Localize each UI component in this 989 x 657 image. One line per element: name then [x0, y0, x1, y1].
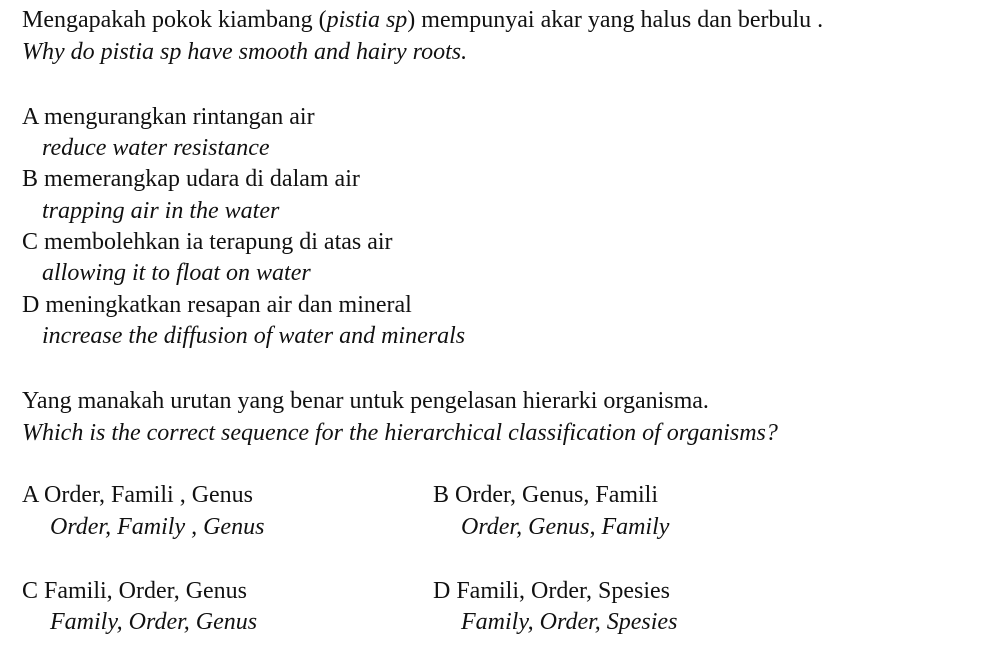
- q1-stem-malay-species: pistia sp: [326, 7, 408, 33]
- q2-stem-malay: Yang manakah urutan yang benar untuk pengelasan hierarki organisma.: [22, 388, 709, 414]
- q2-option-d-malay: D Famili, Order, Spesies: [433, 578, 671, 604]
- q1-option-b-english: trapping air in the water: [42, 198, 280, 224]
- q1-option-a-malay: A mengurangkan rintangan air: [22, 104, 315, 130]
- q2-option-d-english: Family, Order, Spesies: [461, 609, 678, 635]
- q2-option-b-malay: B Order, Genus, Famili: [433, 482, 659, 508]
- q1-option-c-malay: C membolehkan ia terapung di atas air: [22, 229, 393, 255]
- q2-stem-english: Which is the correct sequence for the hierarchical classification of organisms?: [22, 420, 778, 446]
- q1-stem-malay-post: ) mempunyai akar yang halus dan berbulu .: [407, 7, 824, 33]
- q1-option-b-malay: B memerangkap udara di dalam air: [22, 166, 360, 192]
- q1-option-c-english: allowing it to float on water: [42, 260, 311, 286]
- q2-option-c-malay: C Famili, Order, Genus: [22, 578, 248, 604]
- q1-option-d-english: increase the diffusion of water and minerals: [42, 323, 466, 349]
- q1-stem-malay-pre: Mengapakah pokok kiambang (: [22, 7, 327, 33]
- q1-option-d-malay: D meningkatkan resapan air dan mineral: [22, 292, 412, 318]
- q2-option-c-english: Family, Order, Genus: [50, 609, 258, 635]
- q1-stem-english: Why do pistia sp have smooth and hairy roots.: [22, 39, 468, 65]
- q1-option-a-english: reduce water resistance: [42, 135, 270, 161]
- q1-stem-malay: [22, 5, 823, 35]
- q2-option-b-english: Order, Genus, Family: [461, 514, 670, 540]
- q2-option-a-english: Order, Family , Genus: [50, 514, 265, 540]
- q2-option-a-malay: A Order, Famili , Genus: [22, 482, 254, 508]
